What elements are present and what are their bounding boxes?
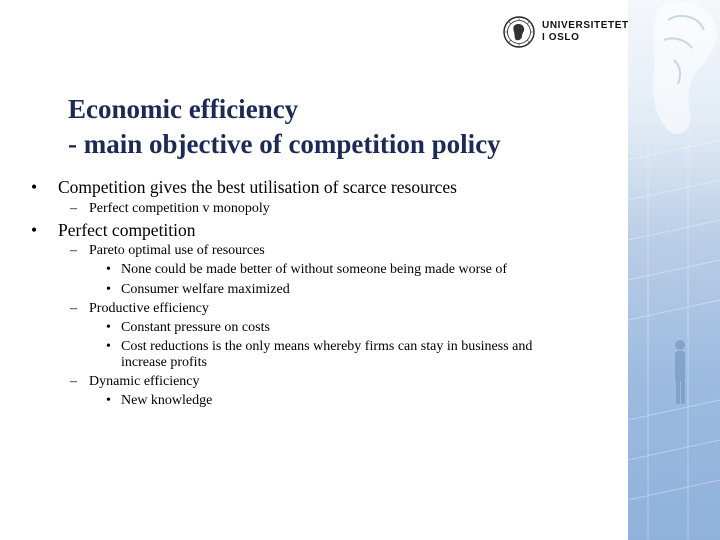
dash-marker: – bbox=[70, 243, 77, 258]
dash-marker: – bbox=[70, 374, 77, 389]
sub-bullet-text: Dynamic efficiency bbox=[89, 374, 200, 389]
sub-bullet-text: Pareto optimal use of resources bbox=[89, 243, 265, 258]
dash-marker: – bbox=[70, 201, 77, 216]
sub-sub-bullet-text-continued: increase profits bbox=[121, 355, 207, 370]
dash-marker: – bbox=[70, 301, 77, 316]
title-line-2: - main objective of competition policy bbox=[68, 129, 501, 159]
bullet-marker: • bbox=[31, 220, 38, 240]
bullet-marker: • bbox=[106, 393, 111, 408]
statue-decoration-icon bbox=[628, 0, 720, 540]
sub-bullet-text: Perfect competition v monopoly bbox=[89, 201, 270, 216]
slide-title bbox=[68, 92, 608, 162]
bullet-text: Perfect competition bbox=[58, 220, 196, 240]
bullet-text: Competition gives the best utilisation of scarce resources bbox=[58, 177, 457, 197]
decorative-side-band bbox=[628, 0, 720, 540]
bullet-marker: • bbox=[106, 262, 111, 277]
sub-bullet-text: Productive efficiency bbox=[89, 301, 209, 316]
sub-sub-bullet-text: New knowledge bbox=[121, 393, 213, 408]
title-line-1: Economic efficiency bbox=[68, 94, 299, 124]
sub-sub-bullet-text: Cost reductions is the only means whereby firms can stay in business and bbox=[121, 339, 533, 354]
logo-line-2: I OSLO bbox=[542, 32, 580, 43]
bullet-marker: • bbox=[31, 177, 38, 197]
university-seal-icon bbox=[503, 16, 535, 48]
sub-sub-bullet-text: Constant pressure on costs bbox=[121, 320, 270, 335]
sub-sub-bullet-text: Consumer welfare maximized bbox=[121, 282, 290, 297]
bullet-marker: • bbox=[106, 339, 111, 354]
logo-wordmark bbox=[542, 20, 637, 44]
logo-line-1: UNIVERSITETET bbox=[542, 20, 629, 31]
bullet-marker: • bbox=[106, 320, 111, 335]
sub-sub-bullet-text: None could be made better of without someone being made worse of bbox=[121, 262, 508, 277]
bullet-marker: • bbox=[106, 282, 111, 297]
